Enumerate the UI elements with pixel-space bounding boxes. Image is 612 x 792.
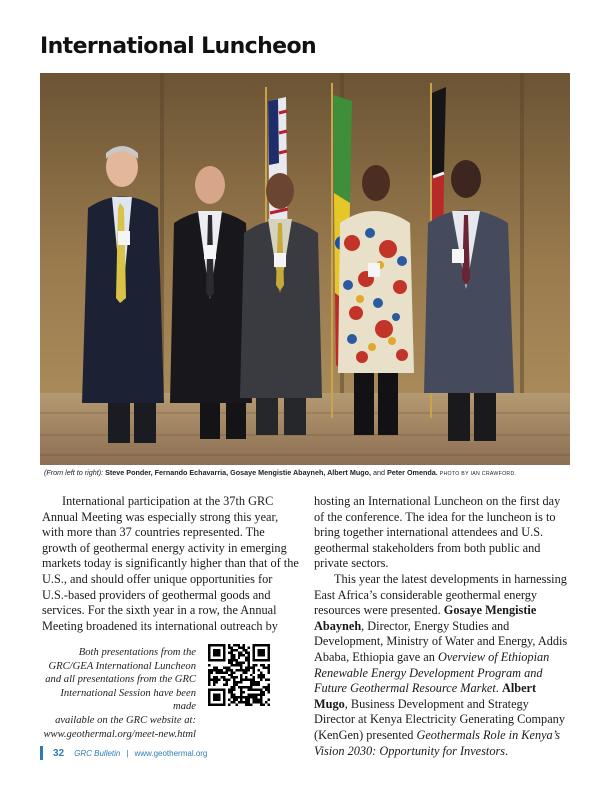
caption-lead: (From left to right):: [44, 468, 104, 477]
speaker-name-1: Gosaye Mengistie Abayneh: [314, 603, 537, 633]
article-paragraph-2: hosting an International Luncheon on the first day of the conference. The idea for the luncheon is to bring together international attendees and U.S. geothermal stakeholders from both public and private sectors.: [314, 494, 561, 571]
article-paragraph-1: International participation at the 37th GRC Annual Meeting was especially strong this year, with more than 37 countries represented. The growth of geothermal energy activity in emerging markets today is significantly higher than that of the U.S., and should offer unique opportunities for U.S.-based providers of geothermal goods and services. For the sixth year in a row, the Annual Meeting broadened its international outreach by: [42, 494, 299, 633]
publication-name: GRC Bulletin: [74, 748, 121, 758]
article-right-column: [314, 494, 572, 759]
presentation-title-2: Geothermals Role in Kenya’s Vision 2030: Opportunity for Investors: [314, 727, 560, 758]
caption-last-name: Peter Omenda.: [386, 468, 438, 477]
qr-code[interactable]: [208, 644, 270, 706]
article-left-column: [42, 494, 300, 634]
footer-separator: |: [126, 748, 129, 758]
page-title: International Luncheon: [40, 34, 317, 59]
page-footer: [40, 746, 207, 760]
presentations-note: Both presentations from the GRC/GEA International Luncheon and all presentations from the GRC International Session have been made available on the GRC website at: www.geothermal.org/meet-new.html: [40, 646, 196, 741]
page-number: 32: [53, 747, 65, 759]
caption-names: Steve Ponder, Fernando Echavarria, Gosaye Mengistie Abayneh, Albert Mugo,: [105, 468, 371, 477]
photo-caption: [44, 468, 574, 477]
presentation-title-1: Overview of Ethiopian Renewable Energy Development Program and Future Geothermal Resource Market: [314, 649, 550, 696]
article-paragraph-3: This year the latest developments in harnessing East Africa’s considerable geothermal energy resources were presented. Gosaye Mengistie Abayneh, Director, Energy Studies and Development, Ministry of Water and Energy, Addis Ababa, Ethiopia gave an Overview of Ethiopian Renewable Energy Development Program and Future Geothermal Resource Market. Albert Mugo, Business Development and Strategy Director at Kenya Electricity Generating Company (KenGen) presented Geothermals Role in Kenya’s Vision 2030: Opportunity for Investors.: [314, 571, 568, 758]
caption-and: and: [372, 468, 385, 477]
footer-website-link[interactable]: www.geothermal.org: [134, 748, 208, 758]
footer-accent-bar: [40, 746, 43, 760]
presentations-url[interactable]: www.geothermal.org/meet-new.html: [43, 728, 196, 740]
event-photo: [40, 73, 570, 465]
speaker-name-2: Albert Mugo: [314, 681, 537, 711]
photo-credit: PHOTO BY IAN CRAWFORD.: [439, 471, 517, 477]
event-photo-illustration: [40, 73, 570, 465]
